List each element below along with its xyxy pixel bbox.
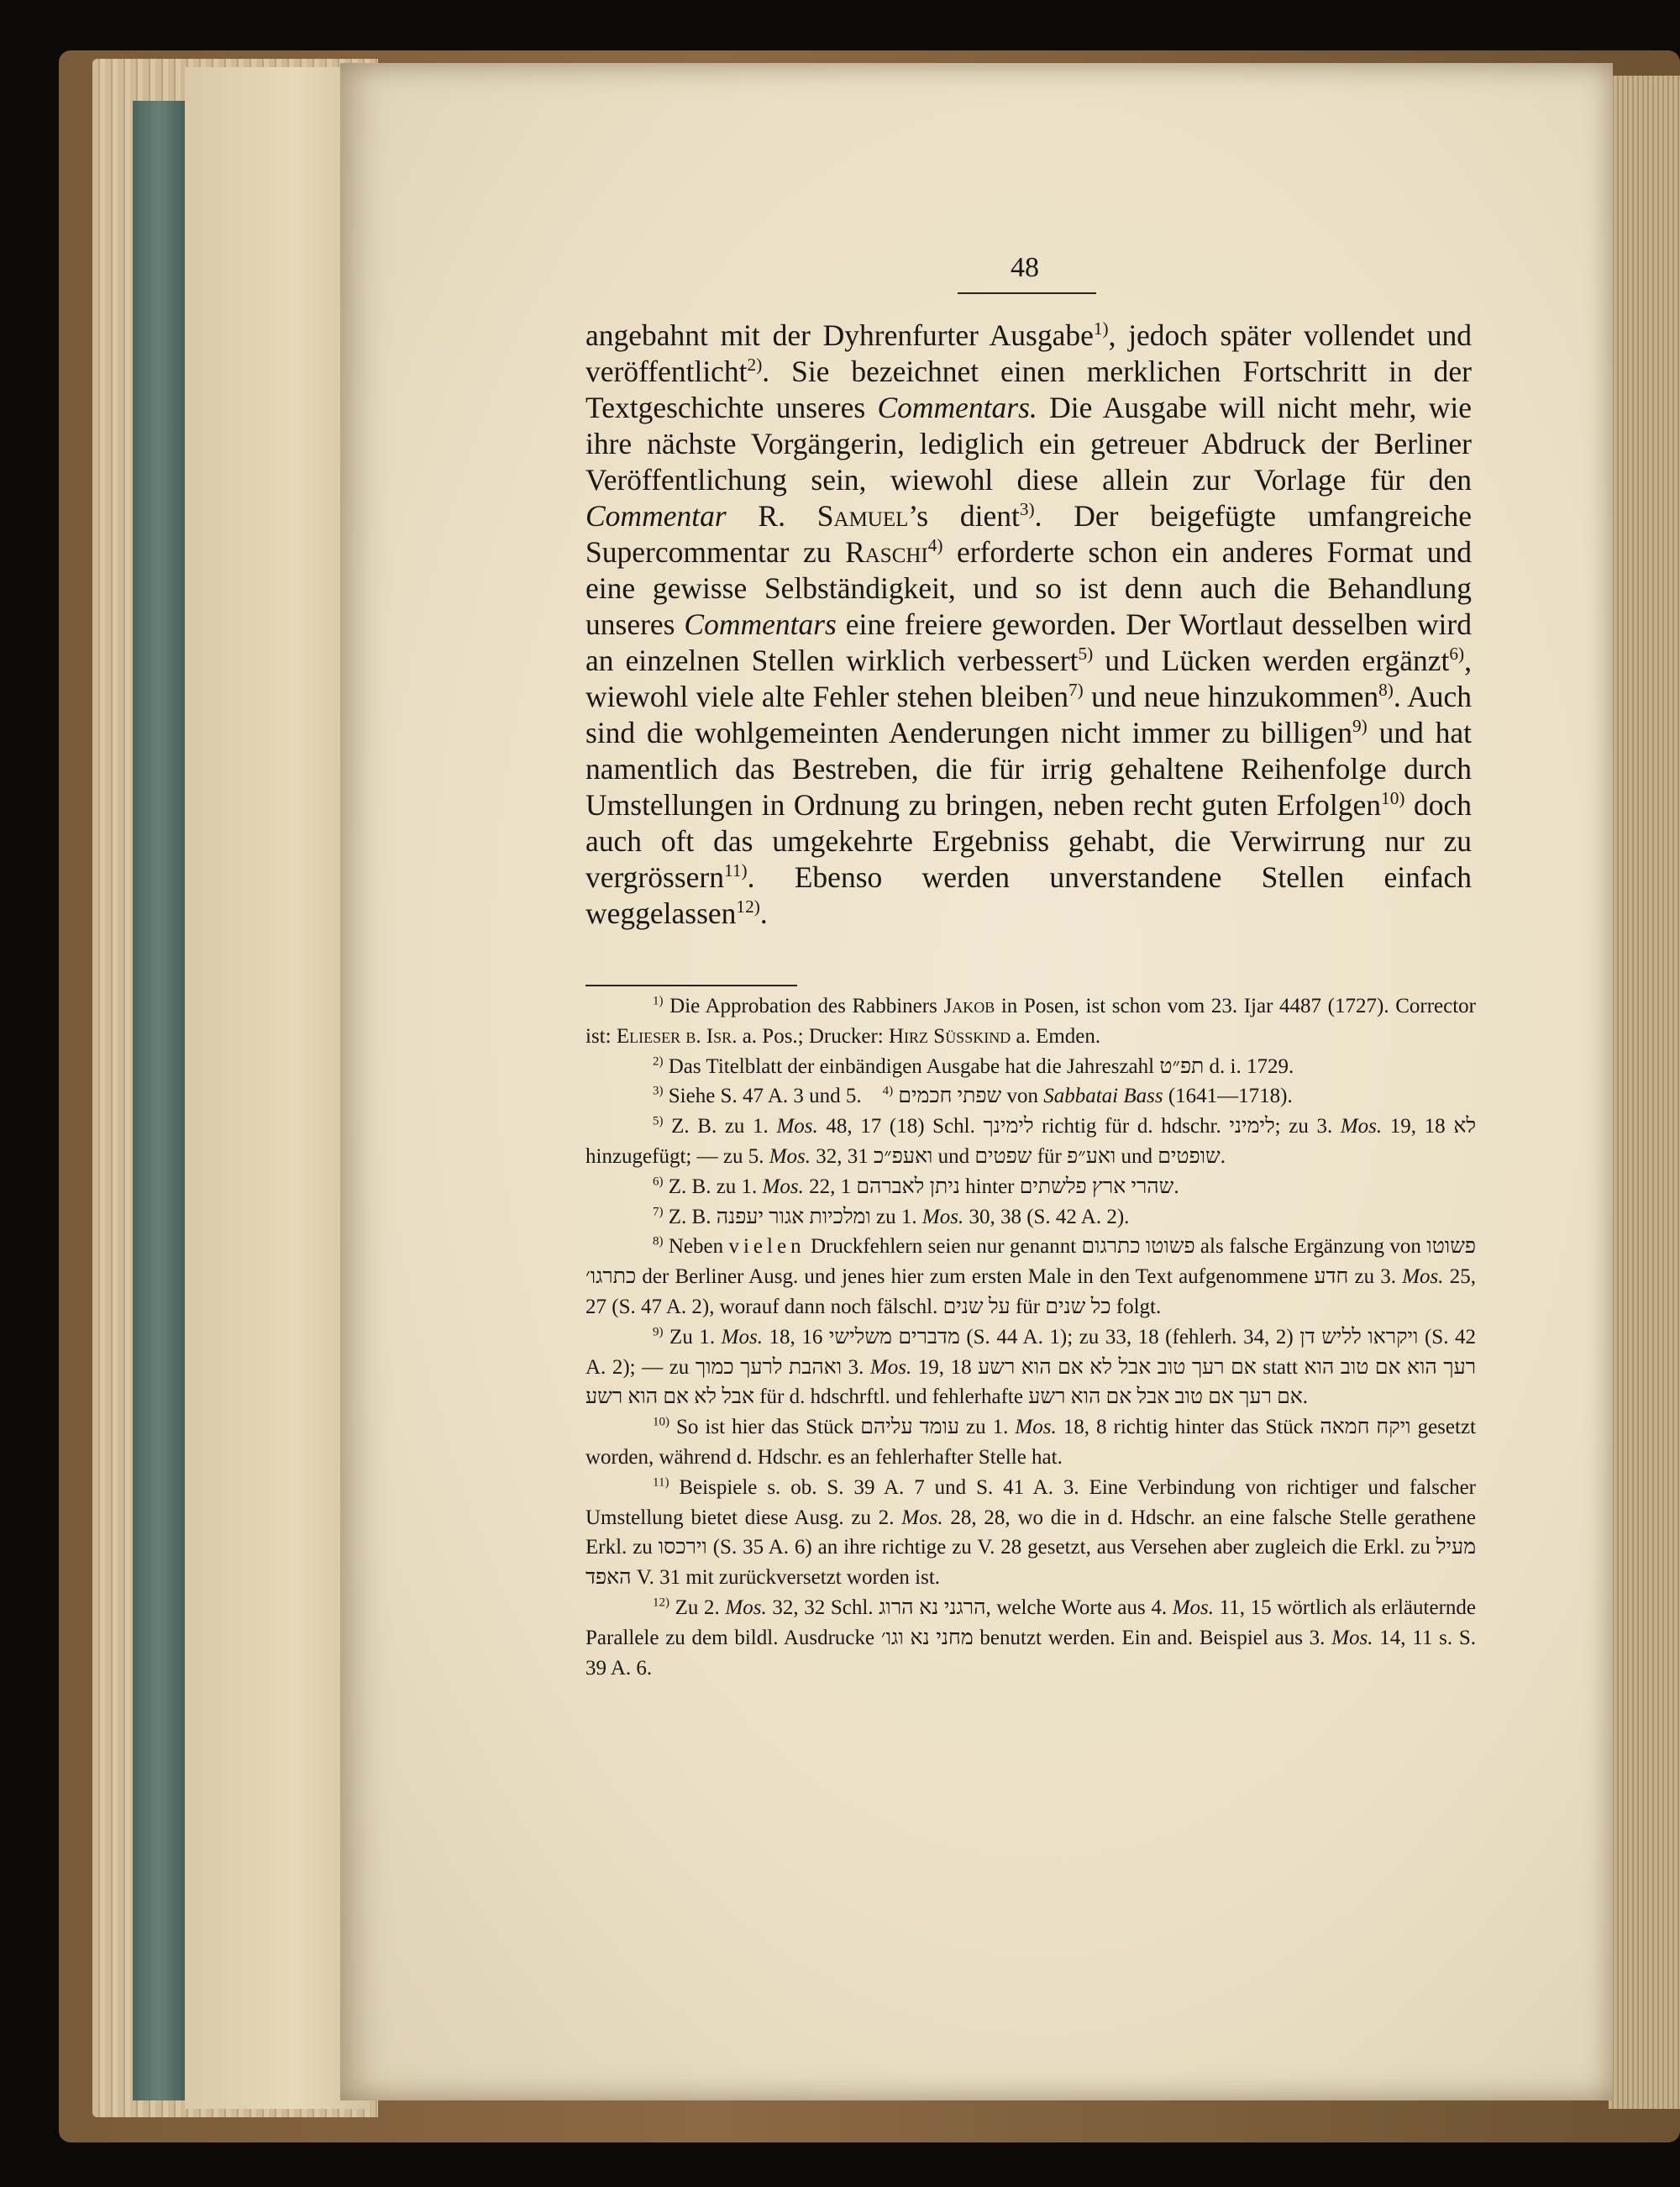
italic-text: Commentar: [585, 499, 727, 533]
text: 48, 17 (18) Schl.: [817, 1115, 984, 1138]
footnote-mark: 5): [653, 1114, 664, 1128]
text: und hat namentlich das Bestreben, die für irrig gehaltene Reihenfolge durch Umstellungen in Ordnung zu bringen, neben recht guten Erfolgen: [585, 716, 1472, 822]
text: zu 3.: [1348, 1265, 1403, 1289]
small-caps-name: Elieser b. Isr.: [616, 1024, 738, 1048]
italic-text: Mos.: [1402, 1265, 1444, 1289]
text: für d. hdschrftl. und fehlerhafte: [753, 1385, 1029, 1409]
text: (S. 42 A. 2); — zu: [585, 1325, 1476, 1379]
text: .: [1220, 1144, 1226, 1168]
italic-text: Mos.: [1015, 1416, 1057, 1439]
text: und: [932, 1144, 975, 1168]
footnote-ref: 8): [1378, 680, 1394, 701]
text: Beispiele s. ob. S. 39 A. 7 und S. 41 A. 3. Eine Verbindung von richtiger und falscher Umstellung bietet diese Ausg. zu 2.: [585, 1475, 1476, 1529]
text: 18, 16: [762, 1325, 829, 1348]
page-number-rule: [958, 292, 1096, 294]
hebrew-text: לא: [1453, 1115, 1477, 1138]
hebrew-text: ומלכיות אגור יעפנה: [716, 1205, 871, 1228]
page-number: 48: [1011, 252, 1039, 283]
hebrew-text: אם רעך אם טוב אבל אם הוא רשע: [1028, 1385, 1303, 1409]
text: (S. 35 A. 6) an ihre richtige zu V. 28 gesetzt, aus Versehen aber zugleich die Erkl. zu: [706, 1536, 1436, 1559]
text: Z. B. zu 1.: [663, 1175, 763, 1198]
footnote-6: [585, 1172, 1476, 1202]
small-caps-name: Hirz Süsskind: [888, 1024, 1011, 1048]
text: .: [1302, 1385, 1308, 1409]
text: der Berliner Ausg. und jenes hier zum ersten Male in den Text aufgenommene: [636, 1265, 1315, 1289]
binding-strip: [133, 101, 185, 2100]
footnote-mark: 4): [882, 1085, 894, 1099]
hebrew-text: לימינך: [983, 1115, 1034, 1138]
hebrew-text: לימיני: [1229, 1115, 1275, 1138]
hebrew-text: על שנים: [942, 1295, 1011, 1318]
text: hinzugefügt; — zu 5.: [585, 1144, 769, 1168]
text: für: [1032, 1144, 1068, 1168]
text: , jedoch später vollendet und veröffentlicht: [585, 318, 1472, 388]
text: .: [1173, 1175, 1179, 1198]
small-caps-name: Jakob: [943, 995, 995, 1017]
footnote-ref: 10): [1381, 788, 1405, 809]
footnote-ref: 7): [1068, 680, 1084, 701]
text: 19, 18: [1382, 1115, 1454, 1138]
text: 18, 8 richtig hinter das Stück: [1056, 1416, 1320, 1439]
spaced-text: vielen: [728, 1235, 806, 1259]
footnote-5: [585, 1112, 1476, 1172]
footnote-ref: 11): [723, 860, 748, 881]
text: hinter: [959, 1175, 1020, 1198]
text: eine freiere geworden. Der Wortlaut desselben wird an einzelnen Stellen wirklich verbessert: [585, 607, 1472, 677]
footnote-1: [585, 991, 1476, 1052]
hebrew-text: חדע: [1314, 1265, 1349, 1289]
text: , welche Worte aus 4.: [985, 1596, 1173, 1619]
text: als falsche Ergänzung von: [1194, 1235, 1427, 1259]
hebrew-text: ויקח חמאה: [1320, 1416, 1411, 1439]
hebrew-text: שפטים: [974, 1144, 1032, 1168]
footnote-ref: 12): [736, 896, 760, 917]
text: .: [759, 896, 768, 930]
hebrew-text: עומד עליהם: [860, 1416, 960, 1439]
text: statt: [1256, 1355, 1305, 1379]
text: doch auch oft das umgekehrte Ergebniss gehabt, die Verwirrung nur zu vergrössern: [585, 788, 1472, 894]
footnote-ref: 6): [1449, 644, 1465, 665]
text: 3.: [842, 1355, 870, 1379]
footnote-mark: 7): [653, 1205, 664, 1219]
footnote-ref: 1): [1093, 318, 1109, 339]
hebrew-text: רעך הוא אם טוב הוא אבל לא אם הוא רשע: [585, 1355, 1477, 1409]
text: Das Titelblatt der einbändigen Ausgabe hat die Jahreszahl: [663, 1054, 1160, 1078]
text: 32, 32 Schl.: [766, 1596, 879, 1619]
text: 19, 18: [911, 1355, 979, 1379]
text: 22, 1: [803, 1175, 857, 1198]
text: benutzt werden. Ein and. Beispiel aus 3.: [973, 1626, 1332, 1649]
text: und Lücken werden ergänzt: [1093, 644, 1450, 677]
text: Die Ausgabe will nicht mehr, wie ihre nächste Vorgängerin, lediglich ein getreuer Abdruck der Berliner Veröffentlichung sein, wiewohl diese allein zur Vorlage für den: [585, 391, 1472, 497]
footnote-mark: 6): [653, 1175, 664, 1189]
footnote-7: [585, 1202, 1476, 1233]
text: a. Pos.; Drucker:: [737, 1024, 889, 1048]
text: zu 1.: [870, 1205, 922, 1228]
footnote-mark: 8): [653, 1235, 664, 1249]
text: (S. 44 A. 1); zu 33, 18 (fehlerh. 34, 2): [959, 1325, 1300, 1348]
hebrew-text: ויקראו לליש דן: [1299, 1325, 1419, 1348]
italic-text: Sabbatai Bass: [1043, 1085, 1163, 1108]
text: für: [1010, 1295, 1046, 1318]
italic-text: Mos.: [776, 1115, 818, 1138]
footnote-3-4: [585, 1081, 1476, 1112]
footnote-mark: 3): [653, 1085, 664, 1099]
footnote-8: [585, 1232, 1476, 1322]
footnote-mark: 10): [653, 1415, 669, 1429]
text: ; zu 3.: [1274, 1115, 1341, 1138]
footnote-ref: 2): [747, 355, 763, 376]
text: . Der beigefügte umfangreiche Supercommentar zu: [585, 499, 1472, 569]
text: Siehe S. 47 A. 3 und 5.: [663, 1085, 862, 1108]
hebrew-text: שופטים: [1158, 1144, 1221, 1168]
italic-text: Mos.: [721, 1325, 763, 1348]
text: Z. B.: [663, 1205, 717, 1228]
footnote-9: [585, 1322, 1476, 1412]
hebrew-text: פשוטו כתרגום: [1081, 1235, 1195, 1259]
text: . Sie bezeichnet einen merklichen Fortschritt in der Textgeschichte unseres: [585, 355, 1472, 424]
text: 11, 15 wörtlich als erläuternde Parallele zu dem bildl. Ausdrucke: [585, 1596, 1476, 1649]
italic-text: Mos.: [1340, 1115, 1383, 1138]
main-paragraph: [585, 318, 1472, 932]
text: 28, 28, wo die in d. Hdschr. an eine falsche Stelle gerathene Erkl. zu: [585, 1506, 1477, 1559]
text: und: [1116, 1144, 1158, 1168]
footnote-ref: 3): [1019, 499, 1035, 520]
text: Zu 2.: [669, 1596, 726, 1619]
text: a. Emden.: [1011, 1024, 1101, 1048]
italic-text: Mos.: [1331, 1626, 1373, 1649]
hebrew-text: כל שנים: [1045, 1295, 1111, 1318]
text: V. 31 mit zurückversetzt worden ist.: [631, 1566, 941, 1590]
italic-text: Mos.: [762, 1175, 804, 1198]
hebrew-text: שפתי חכמים: [898, 1085, 1002, 1108]
text: Neben: [663, 1235, 729, 1259]
text: . Ebenso werden unverstandene Stellen einfach weggelassen: [585, 860, 1472, 930]
hebrew-text: מחני נא וגו׳: [880, 1626, 974, 1649]
hebrew-text: תפ״ט: [1159, 1054, 1205, 1078]
text: R.: [726, 499, 817, 533]
text: folgt.: [1110, 1295, 1162, 1318]
text: . Auch sind die wohlgemeinten Aenderungen nicht immer zu billigen: [585, 680, 1472, 749]
text: 25, 27 (S. 47 A. 2), worauf dann noch fälschl.: [585, 1265, 1476, 1318]
text: d. i. 1729.: [1204, 1054, 1294, 1078]
right-page-edges: [1609, 76, 1680, 2109]
italic-text: Mos.: [901, 1506, 943, 1529]
text: gesetzt worden, während d. Hdschr. es an fehlerhafter Stelle hat.: [585, 1416, 1476, 1469]
footnote-mark: 12): [653, 1596, 669, 1610]
text: richtig für d. hdschr.: [1033, 1115, 1230, 1138]
footnote-2: [585, 1052, 1476, 1082]
italic-text: Mos.: [921, 1205, 964, 1228]
italic-text: Mos.: [869, 1355, 912, 1379]
text: ’s dient: [908, 499, 1020, 533]
text: angebahnt mit der Dyhrenfurter Ausgabe: [585, 318, 1094, 352]
small-caps-name: Raschi: [845, 535, 928, 569]
text: Zu 1.: [663, 1325, 722, 1348]
hebrew-text: ואעפ״כ: [874, 1144, 933, 1168]
text: Druckfehlern seien nur genannt: [805, 1235, 1082, 1259]
italic-text: Mos.: [1172, 1596, 1215, 1619]
footnote-12: [585, 1593, 1476, 1683]
hebrew-text: ואהבת לרעך כמוך: [695, 1355, 843, 1379]
text: 30, 38 (S. 42 A. 2).: [963, 1205, 1130, 1228]
text: von: [1001, 1085, 1044, 1108]
footnote-mark: 9): [653, 1325, 664, 1339]
hebrew-text: ואע״פ: [1067, 1144, 1116, 1168]
footnote-ref: 9): [1352, 716, 1368, 737]
text: erforderte schon ein anderes Format und eine gewisse Selbständigkeit, und so ist denn auch die Behandlung unseres: [585, 535, 1472, 641]
footnote-ref: 5): [1078, 644, 1094, 665]
text: Z. B. zu 1.: [663, 1115, 777, 1138]
footnote-10: [585, 1412, 1476, 1473]
italic-text: Commentars: [684, 607, 837, 641]
footnote-mark: 1): [653, 994, 664, 1008]
hebrew-text: הרגני נא הרוג: [879, 1596, 986, 1619]
text: zu 1.: [959, 1416, 1016, 1439]
small-caps-name: Samuel: [816, 499, 909, 533]
text: (1641—1718).: [1163, 1085, 1293, 1108]
text: und neue hinzukommen: [1083, 680, 1379, 713]
footnotes: [585, 991, 1476, 1683]
footnote-mark: 11): [653, 1475, 669, 1490]
hebrew-text: שהרי ארץ פלשתים: [1019, 1175, 1174, 1198]
text: , wiewohl viele alte Fehler stehen bleiben: [585, 644, 1472, 713]
hebrew-text: וירכסו: [658, 1536, 707, 1559]
italic-text: Mos.: [725, 1596, 767, 1619]
footnote-ref: 4): [927, 535, 943, 556]
footnote-mark: 2): [653, 1054, 664, 1069]
text: Die Approbation des Rabbiners: [663, 995, 944, 1017]
hebrew-text: פשוטו כתרגו׳: [585, 1235, 1476, 1289]
italic-text: Commentars.: [877, 391, 1037, 424]
hebrew-text: מדברים משלישי: [828, 1325, 960, 1348]
hebrew-text: מעיל האפד: [585, 1536, 1477, 1590]
hebrew-text: אם רעך טוב אבל לא אם הוא רשע: [978, 1355, 1257, 1379]
hebrew-text: ניתן לאברהם: [856, 1175, 960, 1198]
footnote-rule: [585, 985, 797, 986]
text: in Posen, ist schon vom 23. Ijar 4487 (1727). Corrector ist:: [585, 995, 1477, 1048]
text: So ist hier das Stück: [669, 1416, 861, 1439]
italic-text: Mos.: [769, 1144, 811, 1168]
text: 32, 31: [811, 1144, 874, 1168]
text: 14, 11 s. S. 39 A. 6.: [585, 1626, 1476, 1680]
footnote-11: [585, 1473, 1476, 1593]
